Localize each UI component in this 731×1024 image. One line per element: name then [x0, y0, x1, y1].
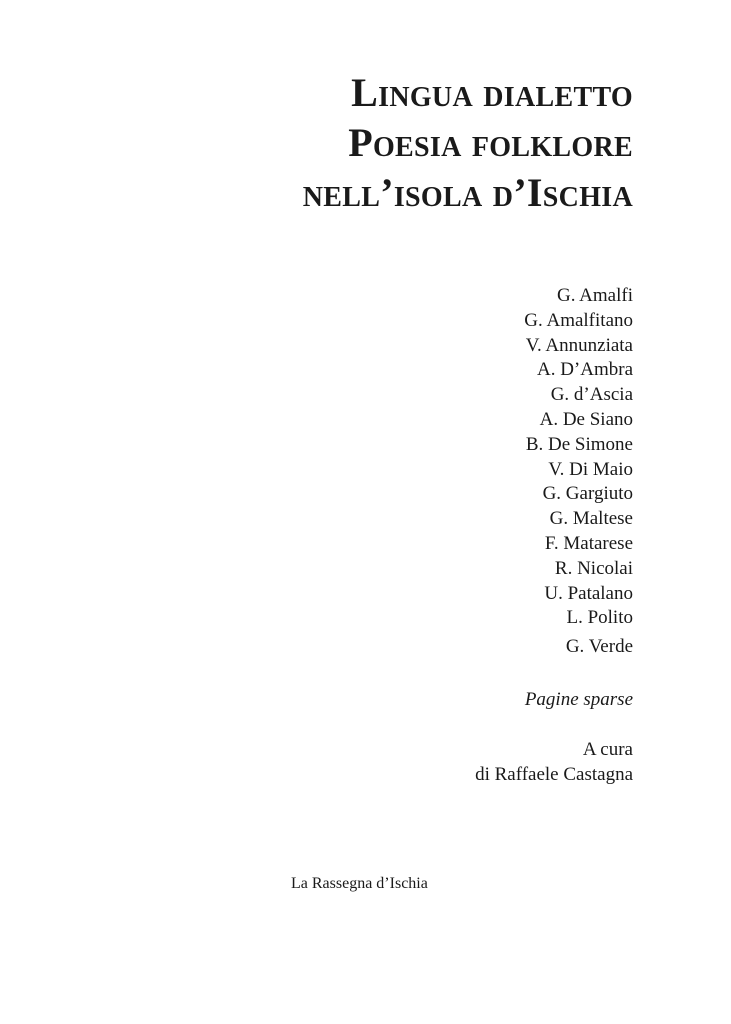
author-name: V. Annunziata: [525, 334, 633, 356]
author-name: L. Polito: [566, 607, 633, 629]
author-list: [524, 284, 633, 660]
author-name: U. Patalano: [544, 582, 633, 604]
author-name: A. D’Ambra: [536, 359, 633, 381]
author-name: A. De Siano: [539, 408, 633, 430]
editor-credit: [475, 737, 633, 787]
author-name: B. De Simone: [525, 433, 633, 455]
editor-credit-line-1: A cura: [582, 739, 633, 760]
author-name: G. d’Ascia: [550, 384, 633, 406]
publisher-name: La Rassegna d’Ischia: [291, 875, 428, 892]
author-name: V. Di Maio: [548, 458, 633, 480]
author-name: G. Verde: [565, 636, 633, 658]
author-name: G. Amalfitano: [524, 309, 633, 331]
editor-credit-line-2: di Raffaele Castagna: [475, 764, 633, 785]
book-title-line-3: nell’isola d’Ischia: [302, 170, 633, 215]
book-title-line-2: Poesia folklore: [348, 120, 633, 165]
author-name: G. Maltese: [549, 508, 633, 530]
author-name: G. Amalfi: [557, 285, 633, 306]
author-name: G. Gargiuto: [542, 483, 633, 505]
subtitle: Pagine sparse: [524, 689, 633, 710]
author-name: R. Nicolai: [554, 557, 633, 579]
book-title-line-1: Lingua dialetto: [351, 70, 633, 115]
author-name: F. Matarese: [544, 532, 633, 554]
book-title: [303, 68, 633, 218]
